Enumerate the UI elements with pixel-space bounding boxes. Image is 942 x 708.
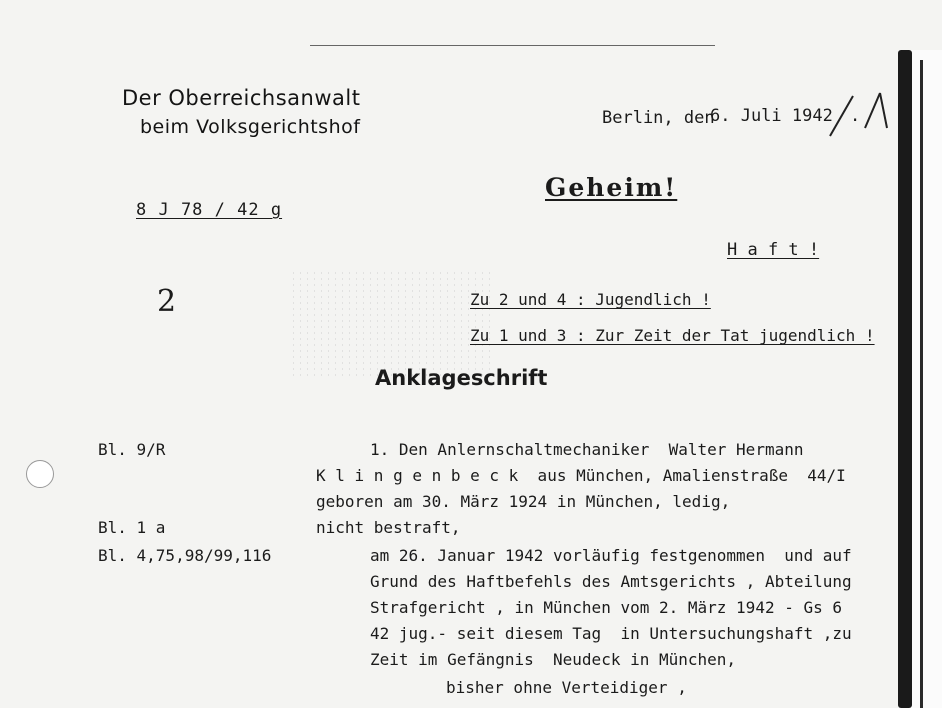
margin-ref: Bl. 1 a <box>98 518 166 537</box>
body-line: 1. Den Anlernschaltmechaniker Walter Hermann <box>370 440 804 459</box>
handwritten-marks <box>825 88 895 140</box>
juvenile-note-1: Zu 2 und 4 : Jugendlich ! <box>470 290 711 309</box>
torn-edge-line <box>920 60 923 708</box>
file-number: 8 J 78 / 42 g <box>136 200 283 220</box>
document-date: 6. Juli 1942 <box>710 106 833 126</box>
body-line: K l i n g e n b e c k aus München, Amalienstraße 44/I <box>316 466 846 485</box>
body-line: bisher ohne Verteidiger , <box>446 678 687 697</box>
body-line: nicht bestraft, <box>316 518 461 537</box>
margin-ref: Bl. 9/R <box>98 440 166 459</box>
body-line: Strafgericht , in München vom 2. März 1942 - Gs 6 <box>370 598 843 617</box>
juvenile-note-2: Zu 1 und 3 : Zur Zeit der Tat jugendlich ! <box>470 326 875 345</box>
body-line: Zeit im Gefängnis Neudeck in München, <box>370 650 737 669</box>
body-line: geboren am 30. März 1924 in München, ledig, <box>316 492 731 511</box>
date-suffix: . <box>850 106 861 126</box>
handwritten-number: 2 <box>157 284 177 319</box>
document-title: Anklageschrift <box>375 366 548 390</box>
torn-edge-shadow <box>898 50 912 708</box>
body-line: Grund des Haftbefehls des Amtsgerichts , Abteilung <box>370 572 852 591</box>
authority-line-1: Der Oberreichsanwalt <box>122 86 361 110</box>
authority-line-2: beim Volksgerichtshof <box>140 116 361 138</box>
place-label: Berlin, den <box>602 108 715 128</box>
body-line: am 26. Januar 1942 vorläufig festgenommen und auf <box>370 546 852 565</box>
margin-ref: Bl. 4,75,98/99,116 <box>98 546 272 565</box>
top-rule <box>310 45 715 46</box>
body-line: 42 jug.- seit diesem Tag in Untersuchungshaft ,zu <box>370 624 852 643</box>
secret-stamp: Geheim! <box>545 173 678 202</box>
punch-hole <box>26 460 54 488</box>
custody-note: H a f t ! <box>727 240 820 260</box>
scan-noise <box>290 270 490 380</box>
